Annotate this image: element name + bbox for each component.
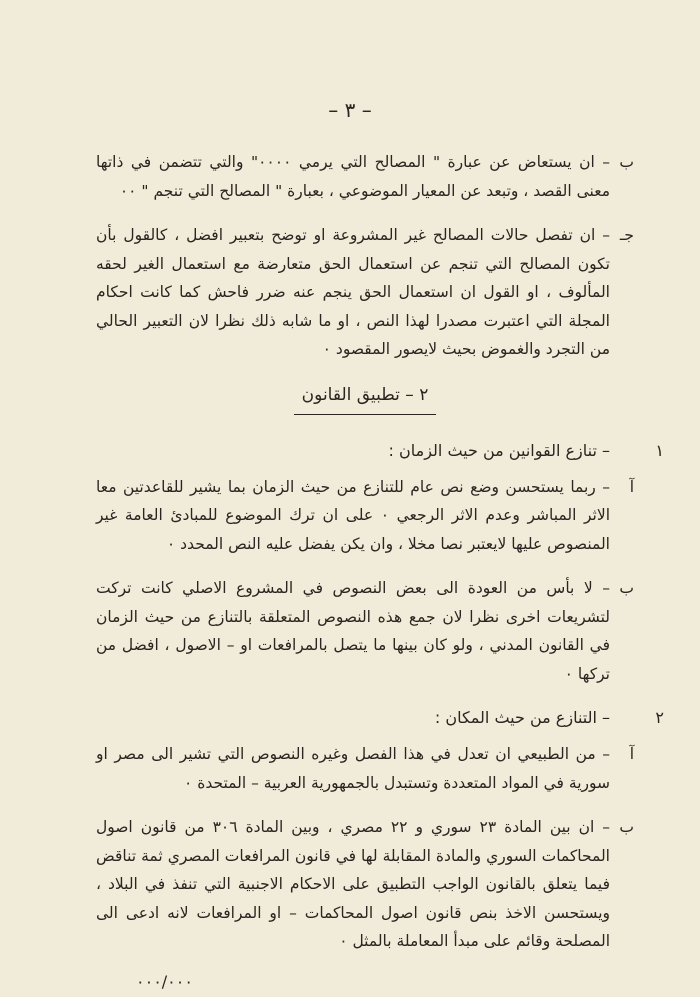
paragraph-mark: ب bbox=[619, 818, 634, 836]
paragraph-a-time bbox=[96, 473, 634, 559]
paragraph-mark: ب bbox=[619, 153, 634, 171]
paragraph-text: – ان يستعاض عن عبارة " المصالح التي يرمي ٠٠٠٠" والتي تتضمن في ذاتها معنى القصد ، وتبعد عن المعيار الموضوعي ، بعبارة " المصالح التي تنجم " ٠٠ bbox=[96, 153, 610, 200]
subheading-text: – تنازع القوانين من حيث الزمان : bbox=[388, 440, 610, 460]
paragraph-mark: آ bbox=[629, 477, 634, 496]
paragraph-mark: جـ bbox=[619, 226, 634, 244]
paragraph-b-top bbox=[96, 148, 634, 205]
paragraph-mark: آ bbox=[629, 745, 634, 763]
paragraph-text: – لا بأس من العودة الى بعض النصوص في المشروع الاصلي كانت تركت لتشريعات اخرى نظرا لان جمع هذه النصوص المتعلقة بالتنازع من حيث الزمان في القانون المدني ، ولو كان بينها ما يتصل بالمرافعات او – الاصول ، افضل من تركها ٠ bbox=[96, 579, 610, 683]
paragraph-a-place bbox=[96, 740, 634, 797]
section-title-text: ٢ – تطبيق القانون bbox=[294, 380, 437, 415]
paragraph-mark: ب bbox=[619, 579, 634, 597]
subheading-time-conflict bbox=[96, 437, 664, 465]
paragraph-b-place bbox=[96, 813, 634, 956]
paragraph-text: – من الطبيعي ان تعدل في هذا الفصل وغيره النصوص التي تشير الى مصر او سورية في المواد المتعددة وتستبدل بالجمهورية العربية – المتحدة ٠ bbox=[96, 745, 610, 792]
section-title bbox=[96, 380, 634, 415]
page-number: – ٣ – bbox=[328, 98, 372, 122]
paragraph-b-time bbox=[96, 574, 634, 688]
paragraph-text: – ان بين المادة ٢٣ سوري و ٢٢ مصري ، وبين المادة ٣٠٦ من قانون اصول المحاكمات السوري والمادة المقابلة لها في قانون المرافعات المصري ثمة تناقض فيما يتعلق بالقانون الواجب التطبيق على الاحكام الاجنبية التي تنفذ في البلاد ، ويستحسن الاخذ بنص قانون اصول المحاكمات – او المرافعات لانه ادعى الى المصلحة وقائم على مبدأ المعاملة بالمثل ٠ bbox=[96, 818, 610, 950]
paragraph-text: – ربما يستحسن وضع نص عام للتنازع من حيث الزمان بما يشير للقاعدتين معا الاثر المباشر وعدم الاثر الرجعي ٠ على ان ترك الموضوع للمبادئ العامة غير المنصوص عليها لايعتبر نصا مخلا ، وان يكن يفضل عليه النص المحدد ٠ bbox=[96, 477, 610, 553]
subheading-number: ٢ bbox=[655, 708, 664, 727]
paragraph-text: – ان تفصل حالات المصالح غير المشروعة او توضح بتعبير افضل ، كالقول بأن تكون المصالح التي تنجم عن استعمال الحق متعارضة مع استعمال الغير لحقه المألوف ، او القول ان استعمال الحق ينجم عنه ضرر فاحش كما كانت احكام المجلة التي اعتبرت مصدرا لهذا النص ، او ما شابه ذلك نظرا لان التعبير الحالي من التجرد والغموض بحيث لايصور المقصود ٠ bbox=[96, 226, 610, 358]
subheading-text: – التنازع من حيث المكان : bbox=[434, 708, 610, 727]
subheading-place-conflict bbox=[96, 704, 664, 732]
subheading-number: ١ bbox=[655, 440, 664, 460]
end-mark: ٠٠٠/٠٠٠ bbox=[136, 971, 193, 991]
document-body bbox=[96, 148, 664, 991]
paragraph-j-top bbox=[96, 221, 634, 364]
